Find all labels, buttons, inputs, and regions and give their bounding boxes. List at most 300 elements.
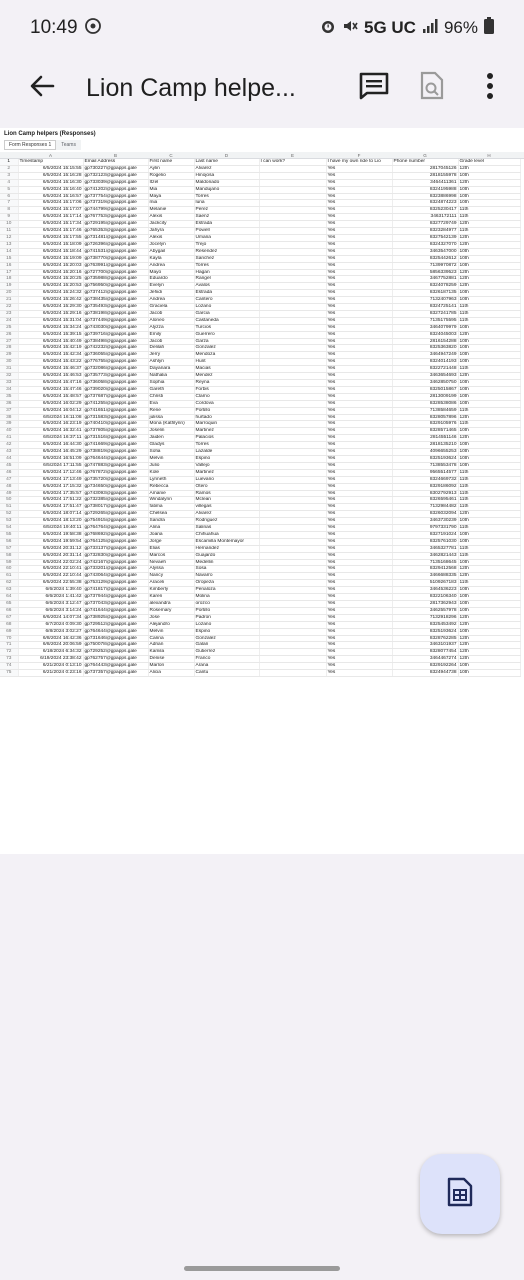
tab-form-responses[interactable]: Form Responses 1 [4, 140, 56, 150]
cell-email: gp741644@gpapps.gale [83, 607, 148, 614]
cell-last-name: luna [194, 200, 259, 207]
cell-own-ride: Yes [326, 607, 392, 614]
table-row[interactable] [0, 200, 520, 207]
table-row[interactable] [0, 469, 520, 476]
cell-grade: 12th [458, 614, 520, 621]
cell-can-work [259, 649, 326, 656]
table-row[interactable] [0, 393, 520, 400]
cell-first-name: Nevaeh [148, 559, 194, 566]
table-row[interactable] [0, 207, 520, 214]
cell-can-work [259, 407, 326, 414]
cell-first-name: Maya [148, 193, 194, 200]
cell-grade: 12th [458, 435, 520, 442]
cell-phone: 7132984482 [392, 504, 458, 511]
cell-grade: 11th [458, 497, 520, 504]
status-right [320, 17, 494, 39]
table-row[interactable] [0, 566, 520, 573]
table-row[interactable] [0, 283, 520, 290]
table-row[interactable] [0, 179, 520, 186]
cell-last-name: Avalos [194, 283, 259, 290]
row-number: 34 [0, 386, 18, 393]
cell-phone: 2814551146 [392, 435, 458, 442]
cell-own-ride: Yes [326, 552, 392, 559]
table-row[interactable] [0, 193, 520, 200]
table-row[interactable] [0, 380, 520, 387]
cell-first-name: Alexis [148, 214, 194, 221]
cell-can-work [259, 386, 326, 393]
table-row[interactable] [0, 214, 520, 221]
cell-email: gp743064@gpapps.gale [83, 573, 148, 580]
table-row[interactable] [0, 228, 520, 235]
table-row[interactable] [0, 504, 520, 511]
cell-first-name: Jose [148, 614, 194, 621]
cell-last-name: Maldonado [194, 179, 259, 186]
table-row[interactable] [0, 428, 520, 435]
cell-last-name: Reyna [194, 380, 259, 387]
table-row[interactable] [0, 172, 520, 179]
cell-phone: 3465327781 [392, 545, 458, 552]
cell-own-ride: Yes [326, 283, 392, 290]
table-row[interactable] [0, 338, 520, 345]
column-header: Timestamp [18, 159, 83, 165]
table-row[interactable] [0, 324, 520, 331]
cell-grade: 12th [458, 621, 520, 628]
table-row[interactable] [0, 511, 520, 518]
table-row[interactable] [0, 186, 520, 193]
cell-first-name: Windalynn [148, 497, 194, 504]
cell-own-ride: Yes [326, 297, 392, 304]
row-number: 70 [0, 635, 18, 642]
cell-own-ride: Yes [326, 511, 392, 518]
cell-last-name: Mclean [194, 497, 259, 504]
cell-own-ride: Yes [326, 455, 392, 462]
cell-can-work [259, 545, 326, 552]
cell-timestamp: 6/5/2024 18:13:20 [18, 518, 83, 525]
cell-can-work [259, 331, 326, 338]
find-in-document-button[interactable] [412, 68, 452, 108]
cell-can-work [259, 366, 326, 373]
search-doc-icon [419, 71, 445, 106]
comments-button[interactable] [354, 68, 394, 108]
cell-email: gp737944@gpapps.gale [83, 594, 148, 601]
cell-can-work [259, 310, 326, 317]
cell-can-work [259, 324, 326, 331]
cell-own-ride: Yes [326, 428, 392, 435]
cell-own-ride: Yes [326, 352, 392, 359]
cell-timestamp: 6/6/2024 14:07:34 [18, 614, 83, 621]
cell-first-name: Sofia [148, 449, 194, 456]
cell-email: gp753129@gpapps.gale [83, 580, 148, 587]
cell-first-name: Jacob [148, 338, 194, 345]
cell-phone: 8324944738 [392, 670, 458, 677]
cell-phone: 8326187135 [392, 290, 458, 297]
cell-last-name: Mandujano [194, 186, 259, 193]
cell-first-name: alexandra [148, 601, 194, 608]
tab-teams[interactable]: Teams [56, 140, 81, 150]
cell-can-work [259, 663, 326, 670]
table-row[interactable] [0, 490, 520, 497]
cell-own-ride: Yes [326, 262, 392, 269]
table-row[interactable] [0, 290, 520, 297]
table-row[interactable] [0, 435, 520, 442]
cell-last-name: Oropeza [194, 580, 259, 587]
cell-own-ride: Yes [326, 476, 392, 483]
table-row[interactable] [0, 587, 520, 594]
cell-last-name: Alvarez [194, 165, 259, 172]
signal-icon [422, 18, 438, 38]
cell-last-name: Gonzalez [194, 635, 259, 642]
cell-own-ride: Yes [326, 317, 392, 324]
table-row[interactable] [0, 297, 520, 304]
cell-phone: 3464536223 [392, 587, 458, 594]
cell-own-ride: Yes [326, 414, 392, 421]
cell-first-name: Kayla [148, 255, 194, 262]
more-options-button[interactable] [470, 68, 510, 108]
column-letter: E [290, 153, 294, 158]
cell-email: gp767753@gpapps.gale [83, 214, 148, 221]
table-row[interactable] [0, 663, 520, 670]
table-row[interactable] [0, 594, 520, 601]
table-row[interactable] [0, 317, 520, 324]
cell-first-name: Eva [148, 400, 194, 407]
table-row[interactable] [0, 352, 520, 359]
column-letter: A [48, 153, 52, 158]
row-number: 9 [0, 214, 18, 221]
cell-own-ride: Yes [326, 366, 392, 373]
cell-own-ride: Yes [326, 393, 392, 400]
cell-phone: 8328077454 [392, 649, 458, 656]
cell-last-name: Garcia [194, 310, 259, 317]
row-number: 51 [0, 504, 18, 511]
gesture-nav-handle[interactable] [184, 1266, 340, 1271]
cell-email: gp733137@gpapps.gale [83, 545, 148, 552]
cell-phone: 9565514577 [392, 469, 458, 476]
table-row[interactable] [0, 559, 520, 566]
cell-last-name: Lazalde [194, 449, 259, 456]
cell-phone: 8324669732 [392, 476, 458, 483]
cell-first-name: mia [148, 200, 194, 207]
table-row[interactable] [0, 601, 520, 608]
table-row[interactable] [0, 649, 520, 656]
table-row[interactable] [0, 483, 520, 490]
cell-grade: 10th [458, 324, 520, 331]
cell-first-name: Chelsea [148, 511, 194, 518]
cell-last-name: Estrada [194, 290, 259, 297]
cell-first-name: Eduardo [148, 276, 194, 283]
cell-phone: 8324195988 [392, 186, 458, 193]
cell-can-work [259, 207, 326, 214]
cell-grade: 11th [458, 525, 520, 532]
cell-own-ride: Yes [326, 614, 392, 621]
table-row[interactable] [0, 518, 520, 525]
cell-grade: 10th [458, 462, 520, 469]
cell-own-ride: Yes [326, 165, 392, 172]
battery-icon [484, 17, 494, 39]
row-number: 53 [0, 518, 18, 525]
cell-last-name: Guerrero [194, 331, 259, 338]
table-row[interactable] [0, 607, 520, 614]
cell-last-name: Franco [194, 656, 259, 663]
cell-grade: 11th [458, 545, 520, 552]
table-row[interactable] [0, 525, 520, 532]
cell-email: gp738925@gpapps.gale [83, 614, 148, 621]
cell-email: gp737754@gpapps.gale [83, 193, 148, 200]
cell-timestamp: 6/5/2024 16:44:30 [18, 442, 83, 449]
cell-first-name: Rosemary [148, 607, 194, 614]
table-row[interactable] [0, 476, 520, 483]
table-row[interactable] [0, 407, 520, 414]
table-row[interactable] [0, 414, 520, 421]
row-number: 18 [0, 276, 18, 283]
cell-can-work [259, 656, 326, 663]
table-row[interactable] [0, 573, 520, 580]
cell-phone: 8324327070 [392, 241, 458, 248]
cell-timestamp: 6/5/2024 17:15:32 [18, 483, 83, 490]
cell-phone: 4096655253 [392, 449, 458, 456]
cell-email: gp737412@gpapps.gale [83, 290, 148, 297]
table-row[interactable] [0, 614, 520, 621]
cell-last-name: Arana [194, 663, 259, 670]
cell-grade: 10th [458, 449, 520, 456]
cell-email: gp738435@gpapps.gale [83, 297, 148, 304]
cell-own-ride: Yes [326, 559, 392, 566]
table-row[interactable] [0, 670, 520, 677]
row-number: 43 [0, 449, 18, 456]
table-row[interactable] [0, 635, 520, 642]
table-row[interactable] [0, 531, 520, 538]
cell-timestamp: 6/5/2024 16:11:08 [18, 414, 83, 421]
table-row[interactable] [0, 373, 520, 380]
cell-timestamp: 6/5/2024 22:10:44 [18, 573, 83, 580]
cell-email: gp764125@gpapps.gale [83, 538, 148, 545]
cell-timestamp: 6/5/2024 16:45:29 [18, 449, 83, 456]
table-row[interactable] [0, 359, 520, 366]
table-row[interactable] [0, 241, 520, 248]
table-row[interactable] [0, 255, 520, 262]
table-row[interactable] [0, 221, 520, 228]
cell-can-work [259, 518, 326, 525]
back-button[interactable] [22, 68, 62, 108]
cell-timestamp: 6/5/2024 16:51:09 [18, 455, 83, 462]
cell-email: gp754915@gpapps.gale [83, 518, 148, 525]
cell-last-name: Sosa [194, 566, 259, 573]
cell-grade: 12th [458, 511, 520, 518]
cell-own-ride: Yes [326, 373, 392, 380]
row-number: 4 [0, 179, 18, 186]
cell-own-ride: Yes [326, 234, 392, 241]
spreadsheet-view[interactable] [0, 128, 524, 854]
cell-last-name: Rodriguez [194, 518, 259, 525]
cell-timestamp: 6/5/2024 15:26:42 [18, 297, 83, 304]
cell-timestamp: 6/5/2024 15:34:24 [18, 324, 83, 331]
cell-first-name: Joana [148, 531, 194, 538]
cell-can-work [259, 476, 326, 483]
cell-email: gp776755@gpapps.gale [83, 359, 148, 366]
table-row[interactable] [0, 656, 520, 663]
cell-can-work [259, 373, 326, 380]
cell-email: gp736058@gpapps.gale [83, 380, 148, 387]
cell-can-work [259, 214, 326, 221]
cell-phone: 7132918296 [392, 614, 458, 621]
cell-timestamp: 6/5/2024 17:13:49 [18, 476, 83, 483]
cell-last-name: Cantero [194, 297, 259, 304]
cell-first-name: Kamila [148, 649, 194, 656]
cell-timestamp: 6/5/2024 15:17:06 [18, 200, 83, 207]
cell-phone: 8329192264 [392, 663, 458, 670]
cell-timestamp: 6/5/2024 15:29:30 [18, 304, 83, 311]
cell-email: gp737805@gpapps.gale [83, 428, 148, 435]
table-row[interactable] [0, 276, 520, 283]
cell-phone: 8329412568 [392, 566, 458, 573]
cell-email: gp735773@gpapps.gale [83, 373, 148, 380]
cell-last-name: Gutierrez [194, 649, 259, 656]
cell-last-name: Macias [194, 366, 259, 373]
table-row[interactable] [0, 545, 520, 552]
cell-last-name: Chihuahua [194, 531, 259, 538]
cell-grade: 10th [458, 587, 520, 594]
table-row[interactable] [0, 269, 520, 276]
table-row[interactable] [0, 455, 520, 462]
status-time: 10:49 [30, 17, 78, 38]
cell-can-work [259, 607, 326, 614]
cell-phone: 8324725141 [392, 304, 458, 311]
table-row[interactable] [0, 310, 520, 317]
cell-last-name: Rangel [194, 276, 259, 283]
cell-phone: 3467752881 [392, 276, 458, 283]
table-row[interactable] [0, 386, 520, 393]
cell-phone: 8325230417 [392, 207, 458, 214]
cell-own-ride: Yes [326, 504, 392, 511]
cell-first-name: Emily [148, 331, 194, 338]
table-row[interactable] [0, 552, 520, 559]
cell-phone: 3463172111 [392, 214, 458, 221]
cell-phone: 3462850750 [392, 380, 458, 387]
table-row[interactable] [0, 304, 520, 311]
cell-own-ride: Yes [326, 573, 392, 580]
cell-grade: 11th [458, 483, 520, 490]
table-row[interactable] [0, 400, 520, 407]
cell-email: gp743030@gpapps.gale [83, 324, 148, 331]
cell-first-name: Andrea [148, 297, 194, 304]
row-number: 11 [0, 228, 18, 235]
table-row[interactable] [0, 442, 520, 449]
row-number: 72 [0, 649, 18, 656]
table-row[interactable] [0, 421, 520, 428]
cell-phone: 3466688335 [392, 573, 458, 580]
cell-phone: 3462821443 [392, 552, 458, 559]
cell-grade: 11th [458, 469, 520, 476]
app-actions [354, 68, 510, 108]
table-row[interactable] [0, 248, 520, 255]
table-row[interactable] [0, 262, 520, 269]
table-row[interactable] [0, 345, 520, 352]
cell-own-ride: Yes [326, 545, 392, 552]
cell-grade: 10th [458, 531, 520, 538]
table-row[interactable] [0, 234, 520, 241]
cell-timestamp: 6/5/2024 15:16:28 [18, 172, 83, 179]
cell-last-name: Trejo [194, 241, 259, 248]
cell-last-name: Garza [194, 338, 259, 345]
cell-can-work [259, 241, 326, 248]
row-number: 24 [0, 317, 18, 324]
cell-first-name: Alexis [148, 234, 194, 241]
cell-timestamp: 6/5/2024 15:20:16 [18, 269, 83, 276]
open-in-sheets-button[interactable] [420, 1154, 500, 1234]
table-row[interactable] [0, 497, 520, 504]
cell-last-name: Martinez [194, 428, 259, 435]
table-row[interactable] [0, 621, 520, 628]
table-row[interactable] [0, 462, 520, 469]
cell-own-ride: Yes [326, 359, 392, 366]
cell-first-name: Alina [148, 525, 194, 532]
cell-can-work [259, 462, 326, 469]
cell-phone: 3464947249 [392, 352, 458, 359]
cell-phone: 5109267183 [392, 580, 458, 587]
cell-grade: 10th [458, 442, 520, 449]
cell-can-work [259, 497, 326, 504]
cell-first-name: Alyzza [148, 324, 194, 331]
cell-can-work [259, 580, 326, 587]
cell-grade: 10th [458, 607, 520, 614]
cell-timestamp: 6/5/2024 15:18:09 [18, 241, 83, 248]
table-row[interactable] [0, 538, 520, 545]
table-row[interactable] [0, 642, 520, 649]
row-number: 47 [0, 476, 18, 483]
table-row[interactable] [0, 366, 520, 373]
table-row[interactable] [0, 580, 520, 587]
cell-first-name: Itzel [148, 179, 194, 186]
cell-grade: 10th [458, 594, 520, 601]
column-header: Grade level [458, 159, 520, 165]
row-number: 5 [0, 186, 18, 193]
cell-can-work [259, 317, 326, 324]
cell-grade: 12th [458, 331, 520, 338]
cell-can-work [259, 538, 326, 545]
cell-timestamp: 6/8/2024 3:02:27 [18, 628, 83, 635]
cell-timestamp: 6/5/2024 15:42:34 [18, 352, 83, 359]
row-number: 28 [0, 345, 18, 352]
table-row[interactable] [0, 628, 520, 635]
cell-phone: 2816154288 [392, 338, 458, 345]
table-row[interactable] [0, 331, 520, 338]
table-row[interactable] [0, 449, 520, 456]
cell-first-name: Nancy [148, 573, 194, 580]
cell-grade: 12th [458, 269, 520, 276]
cell-grade: 10th [458, 628, 520, 635]
cell-last-name: Cordova [194, 400, 259, 407]
cell-grade: 11th [458, 580, 520, 587]
cell-last-name: Hagan [194, 269, 259, 276]
cell-timestamp: 6/6/2024 3:14:24 [18, 607, 83, 614]
cell-email: gp756950@gpapps.gale [83, 283, 148, 290]
row-number: 63 [0, 587, 18, 594]
cell-own-ride: Yes [326, 497, 392, 504]
cell-timestamp: 6/5/2024 17:51:47 [18, 504, 83, 511]
cell-phone: 8325761030 [392, 538, 458, 545]
cell-timestamp: 6/5/2024 15:20:25 [18, 276, 83, 283]
cell-own-ride: Yes [326, 324, 392, 331]
cell-phone: 7135168645 [392, 559, 458, 566]
table-row[interactable] [0, 165, 520, 172]
cell-can-work [259, 614, 326, 621]
row-number: 25 [0, 324, 18, 331]
row-number: 37 [0, 407, 18, 414]
row-number: 59 [0, 559, 18, 566]
cell-timestamp: 6/5/2024 15:48:57 [18, 393, 83, 400]
cell-own-ride: Yes [326, 566, 392, 573]
status-bar [0, 0, 524, 56]
cell-can-work [259, 504, 326, 511]
